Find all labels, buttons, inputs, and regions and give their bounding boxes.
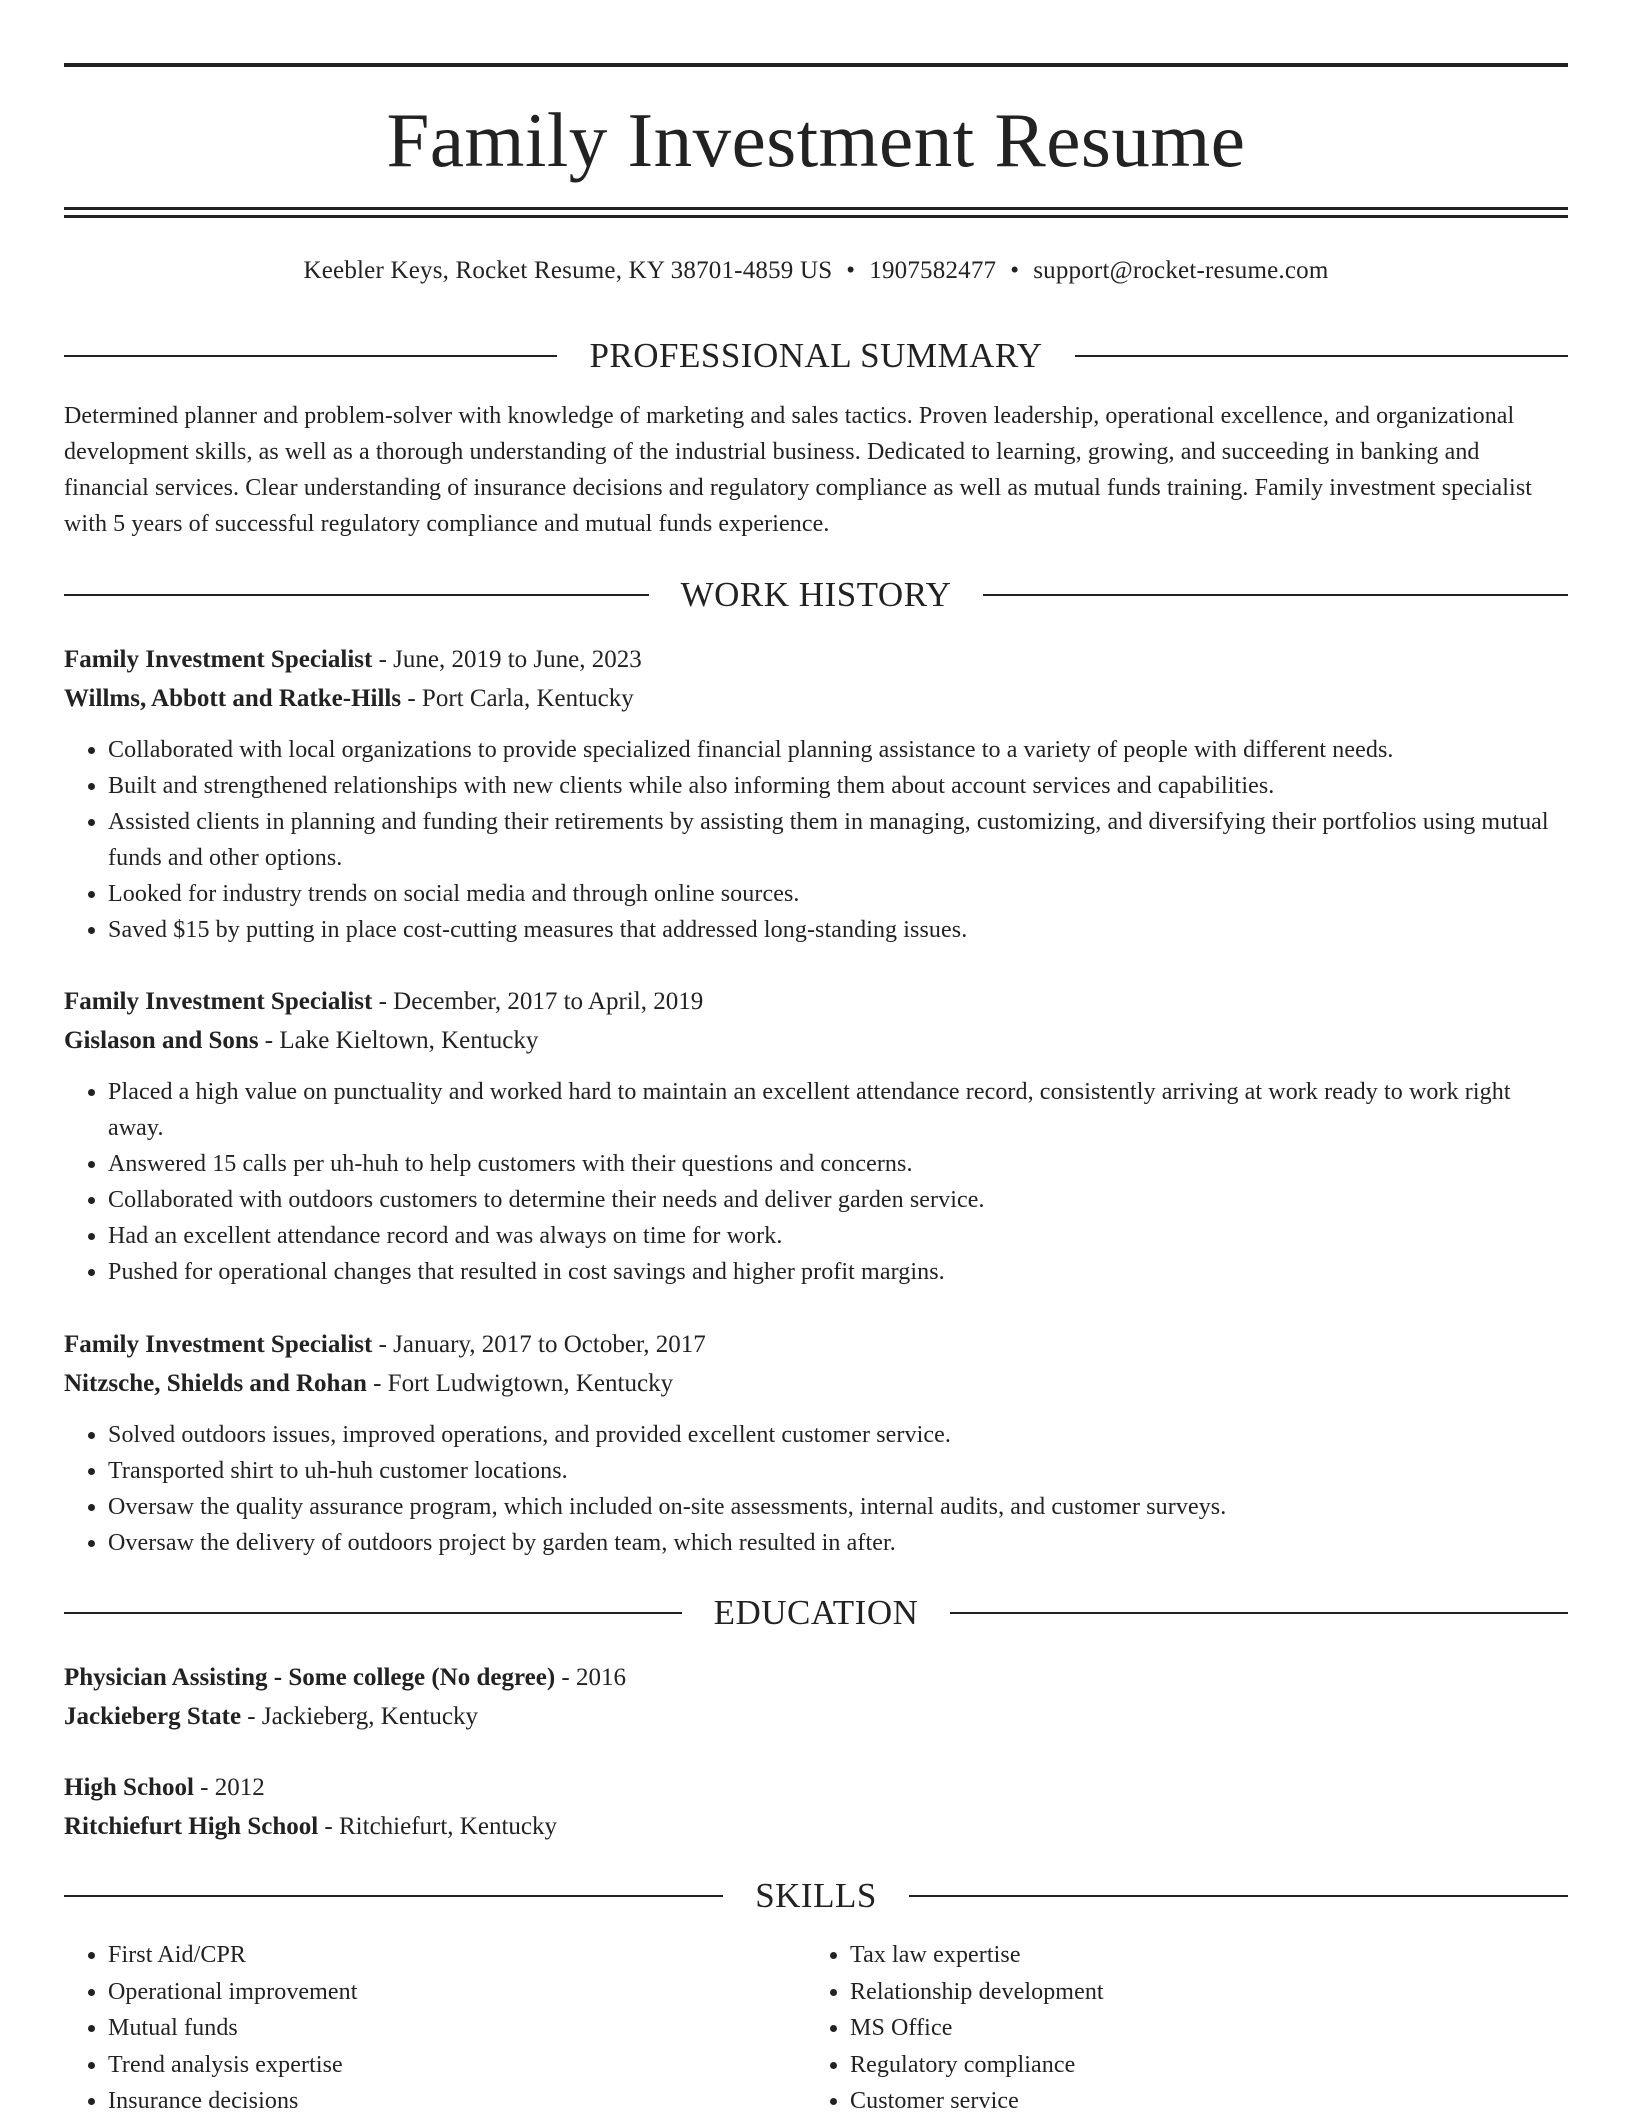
section-heading-summary [64,334,1568,378]
list-item: • Transported shirt to uh-huh customer locations. [108,1453,1568,1489]
education-entry [64,1768,1568,1846]
contact-phone: 1907582477 [869,257,997,284]
skills-list-left [64,1937,806,2120]
job-dates: - June, 2019 to June, 2023 [372,646,642,673]
job-title: Family Investment Specialist [64,1331,373,1358]
top-rule [64,63,1568,67]
summary-paragraph: Determined planner and problem-solver with knowledge of marketing and sales tactics. Proven leadership, operational excellence, and organizational development skills, as well as a thorough understanding of the industrial business. Dedicated to learning, growing, and succeeding in banking and financial services. Clear understanding of insurance decisions and regulatory compliance as well as mutual funds training. Family investment specialist with 5 years of successful regulatory compliance and mutual funds experience. [64,403,1533,537]
list-item: • Built and strengthened relationships with new clients while also informing them about account services and capabilities. [108,768,1568,804]
job-company-line [64,1364,1568,1403]
job-dates: - January, 2017 to October, 2017 [372,1331,706,1358]
job-company: Gislason and Sons [64,1027,259,1054]
list-item: • Collaborated with outdoors customers to determine their needs and deliver garden service. [108,1182,1568,1218]
job-title-line [64,1325,1568,1364]
education-degree: Physician Assisting - Some college (No degree) [64,1664,556,1691]
education-year: - 2016 [555,1664,626,1691]
heading-rule [64,1895,723,1897]
job-title: Family Investment Specialist [64,646,373,673]
job-entry [64,640,1568,948]
job-dates: - December, 2017 to April, 2019 [372,988,704,1015]
job-company-line [64,1021,1568,1060]
section-heading-skills [64,1874,1568,1918]
job-location: - Fort Ludwigtown, Kentucky [366,1370,674,1397]
list-item: • Saved $15 by putting in place cost-cutting measures that addressed long-standing issues. [108,912,1568,948]
skill-item: • MS Office [850,2010,1548,2047]
job-title-line [64,982,1568,1021]
list-item: • Placed a high value on punctuality and worked hard to maintain an excellent attendance record, consistently arriving at work ready to work right away. [108,1074,1568,1146]
section-title: WORK HISTORY [680,575,952,614]
education-degree-line [64,1768,1568,1807]
heading-rule [950,1612,1568,1614]
skill-item: • Operational improvement [108,1974,806,2011]
job-company: Nitzsche, Shields and Rohan [64,1370,367,1397]
job-bullets [64,1074,1568,1290]
education-school-line [64,1697,1568,1736]
title-double-rule-upper [64,207,1568,210]
education-location: - Jackieberg, Kentucky [241,1703,478,1730]
job-company-line [64,679,1568,718]
job-title-line [64,640,1568,679]
heading-rule [64,594,649,596]
list-item: • Oversaw the delivery of outdoors project by garden team, which resulted in after. [108,1525,1568,1561]
title-double-rule-lower [64,215,1568,218]
contact-email: support@rocket-resume.com [1033,257,1329,284]
skill-item: • Mutual funds [108,2010,806,2047]
section-title: PROFESSIONAL SUMMARY [589,336,1043,375]
skill-item: • Trend analysis expertise [108,2047,806,2084]
list-item: • Collaborated with local organizations to provide specialized financial planning assistance to a variety of people with different needs. [108,732,1568,768]
skill-item: • Customer service [850,2083,1548,2120]
job-company: Willms, Abbott and Ratke-Hills [64,685,402,712]
contact-separator: • [846,257,856,284]
job-bullets [64,732,1568,948]
education-school-line [64,1807,1568,1846]
education-location: - Ritchiefurt, Kentucky [318,1813,557,1840]
education-degree: High School [64,1774,194,1801]
heading-rule [983,594,1568,596]
section-heading-work [64,573,1568,617]
job-title: Family Investment Specialist [64,988,373,1015]
resume-title: Family Investment Resume [386,97,1246,183]
section-title: SKILLS [755,1876,877,1915]
job-bullets [64,1417,1568,1561]
education-degree-line [64,1658,1568,1697]
job-entry [64,982,1568,1290]
contact-line [64,254,1568,288]
list-item: • Assisted clients in planning and funding their retirements by assisting them in managing, customizing, and diversifying their portfolios using mutual funds and other options. [108,804,1568,876]
heading-rule [64,355,557,357]
education-school: Ritchiefurt High School [64,1813,319,1840]
education-entry [64,1658,1568,1736]
job-location: - Port Carla, Kentucky [401,685,634,712]
skill-item: • Relationship development [850,1974,1548,2011]
list-item: • Oversaw the quality assurance program, which included on-site assessments, internal audits, and customer surveys. [108,1489,1568,1525]
job-location: - Lake Kieltown, Kentucky [258,1027,539,1054]
skills-list-right [806,1937,1548,2120]
heading-rule [909,1895,1568,1897]
skills-columns [64,1937,1568,2120]
section-title: EDUCATION [713,1593,919,1632]
contact-address: Keebler Keys, Rocket Resume, KY 38701-4859 US [303,257,833,284]
list-item: • Answered 15 calls per uh-huh to help customers with their questions and concerns. [108,1146,1568,1182]
skill-item: • Tax law expertise [850,1937,1548,1974]
job-entry [64,1325,1568,1561]
contact-separator: • [1010,257,1020,284]
education-year: - 2012 [193,1774,265,1801]
heading-rule [64,1612,682,1614]
list-item: • Solved outdoors issues, improved operations, and provided excellent customer service. [108,1417,1568,1453]
skill-item: • Regulatory compliance [850,2047,1548,2084]
section-heading-education [64,1591,1568,1635]
skill-item: • Insurance decisions [108,2083,806,2120]
education-school: Jackieberg State [64,1703,242,1730]
list-item: • Looked for industry trends on social media and through online sources. [108,876,1568,912]
list-item: • Pushed for operational changes that resulted in cost savings and higher profit margins. [108,1254,1568,1290]
heading-rule [1075,355,1568,357]
list-item: • Had an excellent attendance record and was always on time for work. [108,1218,1568,1254]
skill-item: • First Aid/CPR [108,1937,806,1974]
